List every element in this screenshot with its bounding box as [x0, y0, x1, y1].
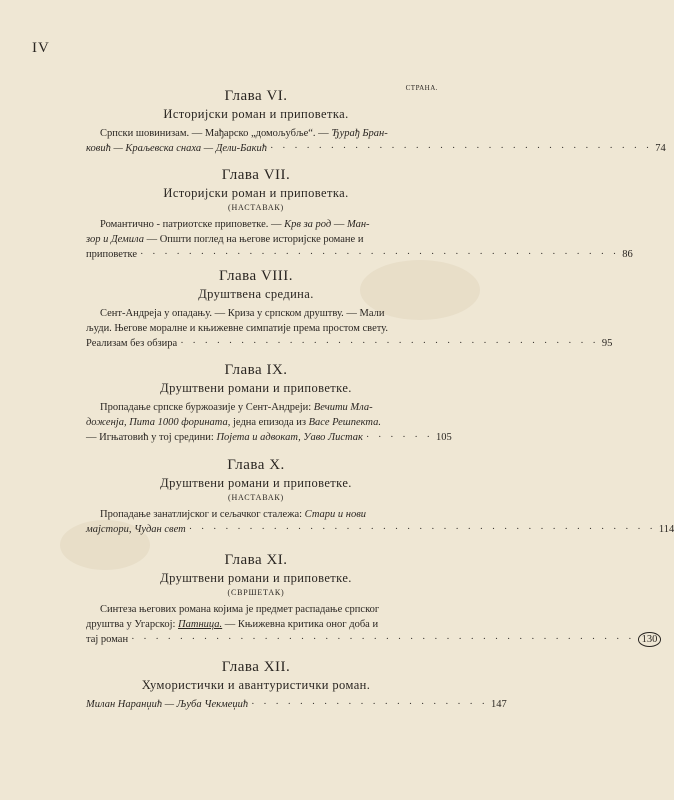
chapter-heading: Глава X. [227, 457, 285, 473]
summary-line: зор и Демила — Општи поглед на његове историјске романе и [86, 234, 364, 245]
chapter-title: Друштвени романи и приповетке. [160, 571, 352, 585]
chapter-viii [86, 268, 613, 351]
chapter-heading: Глава VIII. [218, 268, 294, 284]
summary-line: Сент-Андреја у опадању. — Криза у српском друштву. — Мали [100, 308, 385, 319]
summary-line: друштва у Угарској: Патница. — Књижевна критика оног доба и [86, 619, 379, 630]
entry-text: Реализам без обзира [86, 338, 178, 349]
summary-line: људи. Његове моралне и књижевне симпатије према простом свету. [86, 323, 388, 334]
page-ref: 105 [436, 432, 452, 443]
page-ref: 114 [658, 524, 674, 535]
summary-line: Пропадање српске буржоазије у Сент-Андреји: Вечити Мла- [100, 402, 373, 413]
chapter-x [86, 457, 674, 537]
chapter-summary [86, 306, 613, 351]
page-number: IV [32, 40, 50, 56]
summary-line: Пропадање занатлијског и сељачког сталежа: Стари и нови [100, 509, 367, 520]
chapter-subtitle: (СВРШЕТАК) [227, 588, 285, 597]
page-ref: 86 [622, 249, 633, 260]
toc-entry [86, 247, 633, 262]
entry-text: приповетке [86, 249, 138, 260]
dot-leader: · · · · · · · · · · · · · · · · · · · · · · · · · · · · · · · · [270, 143, 653, 154]
toc-entry [86, 522, 674, 537]
dot-leader: · · · · · · · · · · · · · · · · · · · · [251, 699, 488, 710]
dot-leader: · · · · · · · · · · · · · · · · · · · · · · · · · · · · · · · · · · · [180, 338, 599, 349]
chapter-title: Друштвени романи и приповетке. [160, 476, 352, 490]
entry-text: — Игњатовић у тој средини: Појета и адвокат, Уаво Листак [86, 432, 363, 443]
chapter-vii [86, 167, 633, 262]
chapter-title: Историјски роман и приповетка. [163, 186, 349, 200]
toc-entry [86, 141, 666, 156]
chapter-heading: Глава VI. [224, 88, 288, 104]
page-ref: 130 [638, 632, 662, 647]
chapter-summary [86, 126, 666, 156]
toc-entry [86, 632, 658, 647]
page-ref: 147 [490, 699, 507, 710]
chapter-ix [86, 362, 452, 445]
toc-entry [86, 430, 452, 445]
chapter-subtitle: (НАСТАВАК) [227, 493, 285, 502]
chapter-summary [86, 602, 658, 647]
entry-text: тај роман [86, 634, 129, 645]
entry-text: Милан Наранџић — Љуба Чекмеџић [86, 699, 249, 710]
entry-text: мајстори, Чудан свет [86, 524, 186, 535]
chapter-heading: Глава XI. [224, 552, 288, 568]
page-ref: 74 [655, 143, 666, 154]
chapter-summary [86, 400, 452, 445]
dot-leader: · · · · · · · · · · · · · · · · · · · · · · · · · · · · · · · · · · · · · · · · · · [131, 634, 635, 645]
chapter-xi [86, 552, 658, 647]
dot-leader: · · · · · · · · · · · · · · · · · · · · · · · · · · · · · · · · · · · · · · · · [140, 249, 620, 260]
chapter-summary [86, 217, 633, 262]
entry-text: ковић — Краљевска снаха — Дели-Бакић [86, 143, 268, 154]
summary-line: Синтеза његових романа којима је предмет распадање српског [100, 604, 380, 615]
summary-line: Српски шовинизам. — Мађарско „домољубље“. — Ђурађ Бран- [100, 128, 388, 139]
chapter-heading: Глава IX. [224, 362, 288, 378]
column-header-strana: СТРАНА. [405, 84, 438, 92]
chapter-summary [86, 507, 674, 537]
chapter-heading: Глава VII. [221, 167, 291, 183]
dot-leader: · · · · · · [365, 432, 434, 443]
chapter-title: Хумористички и авантуристички роман. [141, 678, 371, 692]
chapter-xii [86, 659, 507, 712]
toc-entry [86, 336, 613, 351]
summary-line: Романтично - патриотске приповетке. — Крв за род — Ман- [100, 219, 370, 230]
chapter-subtitle: (НАСТАВАК) [227, 203, 285, 212]
page-ref: 95 [601, 338, 613, 349]
chapter-title: Друштвени романи и приповетке. [160, 381, 352, 395]
chapter-summary [86, 697, 507, 712]
toc-entry [86, 697, 507, 712]
chapter-heading: Глава XII. [221, 659, 291, 675]
summary-line: доженја, Пита 1000 форината, једна епизода из Васе Решпекта. [86, 417, 382, 428]
dot-leader: · · · · · · · · · · · · · · · · · · · · · · · · · · · · · · · · · · · · · · · [188, 524, 656, 535]
chapter-title: Друштвена средина. [198, 287, 314, 301]
chapter-title: Историјски роман и приповетка. [163, 107, 349, 121]
